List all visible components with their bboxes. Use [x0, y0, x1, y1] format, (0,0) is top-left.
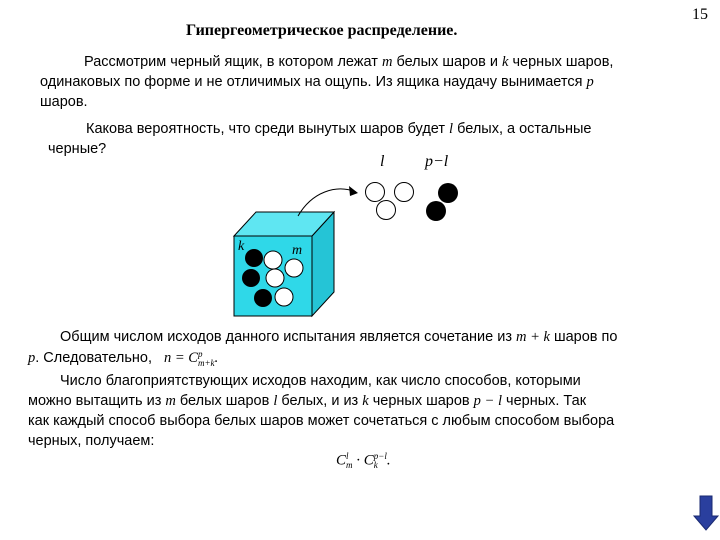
para1-line3: шаров. [40, 94, 88, 110]
para4-line1: Число благоприятствующих исходов находим, как число способов, которыми [60, 373, 581, 389]
white-ball [266, 269, 284, 287]
math-l: l [273, 393, 278, 409]
formula-c2-sup: p−l [373, 451, 387, 461]
text-span: . Следовательно, [35, 350, 152, 366]
math-l: l [449, 121, 454, 137]
text-span: шаров по [549, 329, 618, 345]
black-ball [254, 289, 272, 307]
black-ball [426, 201, 446, 221]
text-span: . [214, 350, 219, 366]
formula-c2: C [363, 452, 374, 469]
formula-c1-sup: l [346, 451, 349, 461]
math-m: m [165, 393, 176, 409]
box-label-k: k [238, 239, 245, 254]
label-p-minus-l: p−l [425, 153, 449, 170]
formula-c1-sub: m [346, 460, 353, 470]
math-m: m [381, 54, 393, 70]
formula-c2-indices [374, 452, 387, 470]
black-ball [438, 183, 458, 203]
white-ball [395, 183, 414, 202]
para4-line3: как каждый способ выбора белых шаров может сочетаться с любым способом выбора [28, 413, 615, 429]
para3-line1 [60, 327, 617, 347]
text-span: Общим числом исходов данного испытания является сочетание из [60, 329, 516, 345]
text-span: Рассмотрим черный ящик, в котором лежат [84, 54, 382, 70]
text-span: черных. Так [501, 393, 587, 409]
white-ball [275, 288, 293, 306]
text-span: черных шаров [368, 393, 474, 409]
black-ball [242, 269, 260, 287]
text-span: черных шаров, [508, 54, 614, 70]
text-span: можно вытащить из [28, 393, 166, 409]
para4-line2 [28, 391, 586, 411]
n-formula-sup: p [197, 348, 203, 359]
math-k: k [362, 393, 369, 409]
math-p: p [586, 74, 594, 90]
math-p: p [28, 350, 36, 366]
white-ball [285, 259, 303, 277]
black-ball [245, 249, 263, 267]
para4-line4: черных, получаем: [28, 433, 155, 449]
formula-c1-indices [346, 452, 353, 470]
down-arrow-icon[interactable] [694, 496, 718, 530]
n-formula-indices [198, 350, 215, 368]
text-span: белых, и из [277, 393, 363, 409]
final-formula [336, 452, 391, 470]
box-label-m: m [292, 243, 303, 258]
math-k: k [502, 54, 509, 70]
page-number: 15 [692, 6, 708, 23]
text-span: белых шаров и [392, 54, 503, 70]
text-span: Какова вероятность, что среди вынутых шаров будет [86, 121, 450, 137]
arrow-head [349, 186, 358, 196]
math-p-minus-l: p − l [473, 393, 502, 409]
page-title: Гипергеометрическое распределение. [186, 22, 458, 39]
white-ball [377, 201, 396, 220]
white-ball [264, 251, 282, 269]
math-m-plus-k: m + k [516, 329, 550, 345]
para3-line2 [28, 348, 218, 368]
n-formula [164, 350, 218, 366]
text-span: белых, а остальные [453, 121, 592, 137]
formula-c1: C [336, 452, 347, 469]
para2-line2: черные? [48, 141, 107, 157]
n-formula-main: n = C [164, 350, 198, 366]
formula-end: . [386, 452, 391, 469]
label-l: l [380, 153, 385, 170]
formula-c2-sub: k [373, 460, 378, 470]
text-span: белых шаров [175, 393, 274, 409]
text-span: одинаковых по форме и не отличимых на ощупь. Из ящика наудачу вынимается [40, 74, 587, 90]
formula-dot: · [356, 452, 361, 469]
n-formula-sub: m+k [197, 357, 215, 368]
white-ball [366, 183, 385, 202]
